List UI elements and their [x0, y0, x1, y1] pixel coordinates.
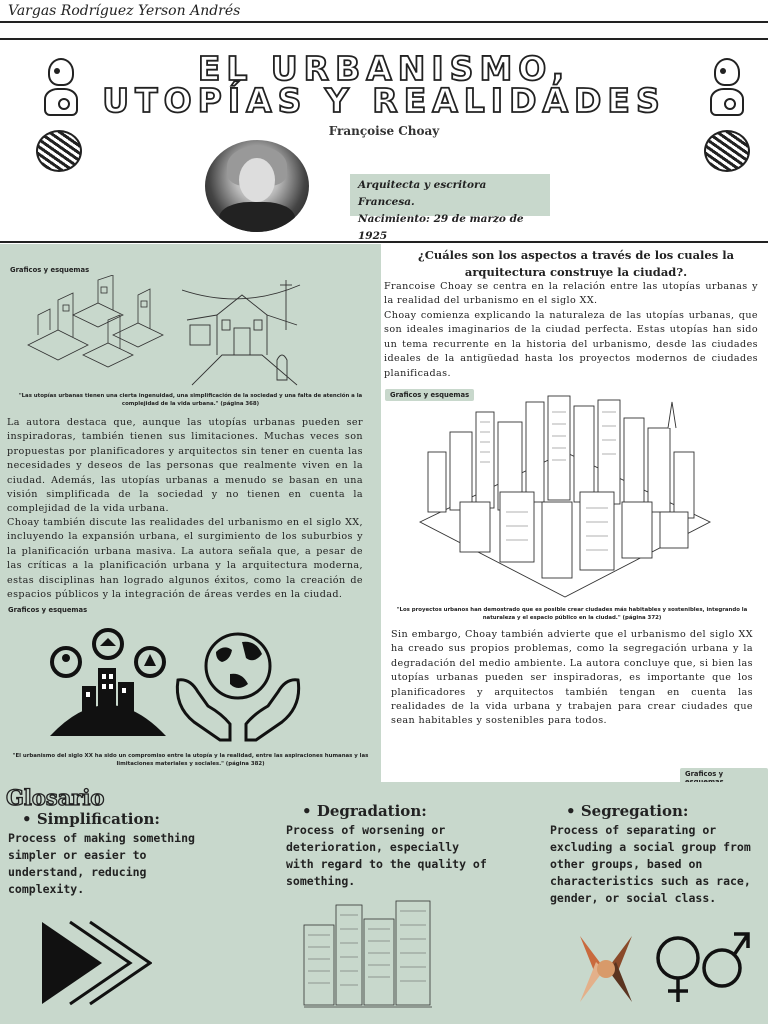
graphics-tag: Graficos y esquemas	[8, 606, 88, 614]
graphics-tag: Graficos y esquemas	[10, 266, 90, 274]
title-line-2: UTOPÍAS Y REALIDADES	[102, 81, 666, 120]
quote-caption: "El urbanismo del siglo XX ha sido un compromiso entre la utopía y la realidad, entre las aspiraciones humanas y las limitaciones materiales y sociales." (página 382)	[12, 753, 369, 767]
poster-header	[0, 38, 768, 243]
left-paragraph-2: Choay también discute las realidades del urbanismo en el siglo XX, incluyendo la expansión urbana, el surgimiento de los suburbios y la planificación urbana masiva. La autora señala que, a pesar de las críticas a la planificación urbana y la arquitectura moderna, estas disciplinas han logrado algunos éxitos, como la creación de espacios públicos y la integración de áreas verdes en la ciudad.	[7, 517, 363, 601]
right-paragraph-2: Choay comienza explicando la naturaleza de las utopías urbanas, que son ideales imaginarios de la ciudad perfecta. Estas utopías han sido un tema recurrente en la historia del urbanismo, desde las ciudades ideales de la antigüedad hasta los proyectos modernos de ciudades planificadas.	[384, 310, 758, 379]
bio-box	[350, 174, 550, 242]
unity-hands-icon	[576, 932, 636, 1006]
glossary-term: • Degradation:	[302, 802, 427, 820]
bio-line-1: Arquitecta y escritora Francesa.	[358, 179, 487, 208]
glossary-definition: Process of separating or excluding a social group from other groups, based on characteristics such as race, gender, or social class.	[550, 823, 751, 905]
gender-icon	[652, 928, 752, 1006]
glossary-title: Glosario	[6, 785, 105, 810]
quote-caption: "Las utopías urbanas tienen una cierta ingenuidad, una simplificación de la sociedad y una falta de atención a la complejidad de la vida urbana." (página 368)	[18, 393, 363, 407]
title-line-1: EL URBANISMO,	[197, 49, 571, 88]
subject-name: Françoise Choay	[328, 124, 440, 138]
community-icon	[46, 628, 170, 736]
key-question: ¿Cuáles son los aspectos a través de los cuales la arquitectura construye la ciudad?.	[417, 248, 735, 279]
right-paragraph-1: Francoise Choay se centra en la relación entre las utopías urbanas y la realidad del urbanismo en el siglo XX.	[384, 281, 758, 307]
left-paragraph-1: La autora destaca que, aunque las utopías urbanas pueden ser inspiradoras, también tienen sus limitaciones. Muchas veces son propuestas por planificadores y arquitectos sin tener en cuenta las necesidades y deseos de las personas que realmente viven en la ciudad. Además, las utopías urbanas a menudo se basan en una visión simplificada de la sociedad y no tienen en cuenta la complejidad de la vida urbana.	[7, 417, 363, 515]
graphics-tag: Graficos y	[680, 768, 768, 788]
glossary-term: • Simplification:	[22, 810, 160, 828]
bio-line-2: Nacimiento: 29 de marzo de 1925	[358, 213, 524, 242]
city-sketch-drawing	[18, 275, 168, 375]
quote-caption: "Los proyectos urbanos han demostrado que es posible crear ciudades más habitables y sostenibles, integrando la naturaleza y el espacio público en la ciudad." (página 372)	[396, 607, 748, 621]
house-sketch-drawing	[182, 270, 302, 390]
right-paragraph-3: Sin embargo, Choay también advierte que el urbanismo del siglo XX ha creado sus propios problemas, como la segregación urbana y la degradación del medio ambiente. La autora concluye que, si bien las utopías urbanas pueden ser inspiradoras, es importante que los planificadores y arquitectos también tengan en cuenta las realidades de la vida urbana y trabajen para crear ciudades que sean habitables y sostenibles para todos.	[391, 629, 753, 727]
city-skyline-drawing	[410, 392, 720, 604]
portrait-photo	[205, 140, 309, 232]
degradation-sketch-drawing	[300, 895, 436, 1013]
graphics-tag: Graficos y esquemas	[385, 389, 474, 401]
glossary-definition: Process of worsening or deterioration, especially with regard to the quality of something.	[286, 823, 487, 888]
fast-forward-icon	[40, 920, 152, 1006]
glossary-term: • Segregation:	[566, 802, 689, 820]
glossary-definition: Process of making something simpler or easier to understand, reducing complexity.	[8, 831, 195, 896]
author-name: Vargas Rodríguez Yerson Andrés	[8, 3, 241, 19]
author-bar	[0, 0, 768, 23]
earth-hands-icon	[172, 630, 304, 742]
